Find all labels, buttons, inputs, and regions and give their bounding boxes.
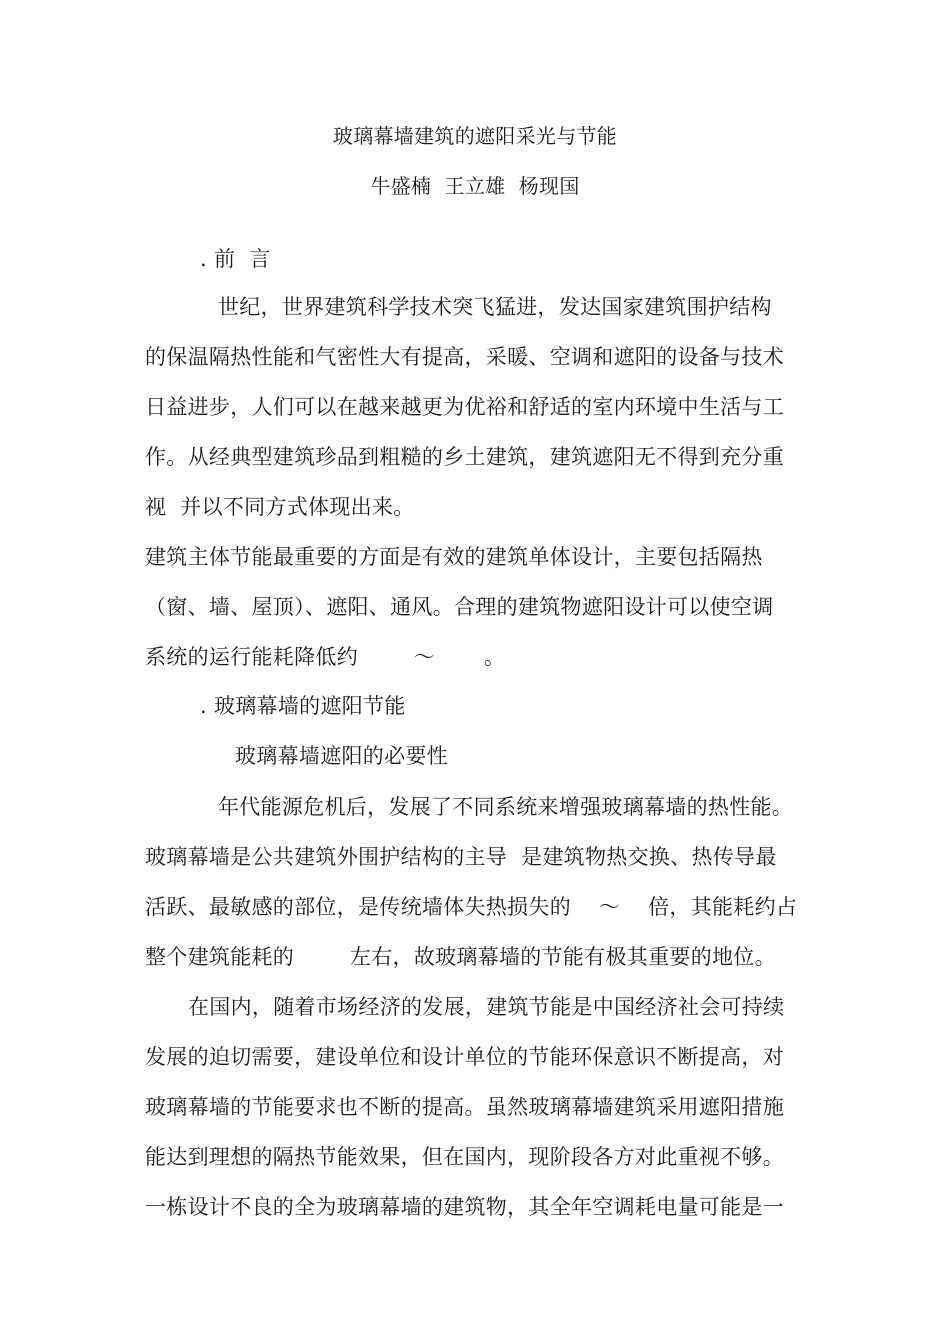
paragraph-line: 玻璃幕墙是公共建筑外围护结构的主导 是建筑物热交换、热传导最 <box>145 845 777 869</box>
paragraph-line: 能达到理想的隔热节能效果，但在国内，现阶段各方对此重视不够。 <box>145 1145 784 1169</box>
paragraph-line: 系统的运行能耗降低约 ～ 。 <box>145 645 506 669</box>
paragraph-line: 世纪，世界建筑科学技术突飞猛进，发达国家建筑围护结构 <box>218 295 772 319</box>
section-heading-glass-curtain-wall: . 玻璃幕墙的遮阳节能 <box>200 694 406 718</box>
paragraph-line: 一栋设计不良的全为玻璃幕墙的建筑物，其全年空调耗电量可能是一 <box>145 1195 784 1219</box>
paragraph-line: 活跃、最敏感的部位，是传统墙体失热损失的 ～ 倍，其能耗约占 <box>145 895 798 919</box>
subsection-heading-necessity: 玻璃幕墙遮阳的必要性 <box>235 744 448 768</box>
paragraph-line: 日益进步，人们可以在越来越更为优裕和舒适的室内环境中生活与工 <box>145 395 784 419</box>
paragraph-line: 建筑主体节能最重要的方面是有效的建筑单体设计，主要包括隔热 <box>145 545 763 569</box>
paragraph-line: 年代能源危机后，发展了不同系统来增强玻璃幕墙的热性能。 <box>218 795 794 819</box>
section-heading-preface: . 前 言 <box>200 247 271 271</box>
paragraph-line: 玻璃幕墙的节能要求也不断的提高。虽然玻璃幕墙建筑采用遮阳措施 <box>145 1095 784 1119</box>
document-title: 玻璃幕墙建筑的遮阳采光与节能 <box>332 124 618 148</box>
paragraph-line: 视 并以不同方式体现出来。 <box>145 495 415 519</box>
paragraph-line: 的保温隔热性能和气密性大有提高，采暖、空调和遮阳的设备与技术 <box>145 345 784 369</box>
paragraph-line: 发展的迫切需要，建设单位和设计单位的节能环保意识不断提高，对 <box>145 1045 784 1069</box>
paragraph-line: （窗、墙、屋顶）、遮阳、通风。合理的建筑物遮阳设计可以使空调 <box>145 595 774 619</box>
paragraph-line: 作。从经典型建筑珍品到粗糙的乡土建筑，建筑遮阳无不得到充分重 <box>145 445 784 469</box>
paragraph-line: 在国内，随着市场经济的发展，建筑节能是中国经济社会可持续 <box>188 995 785 1019</box>
document-authors: 牛盛楠 王立雄 杨现国 <box>370 174 580 198</box>
paragraph-line: 整个建筑能耗的 左右，故玻璃幕墙的节能有极其重要的地位。 <box>145 945 776 969</box>
